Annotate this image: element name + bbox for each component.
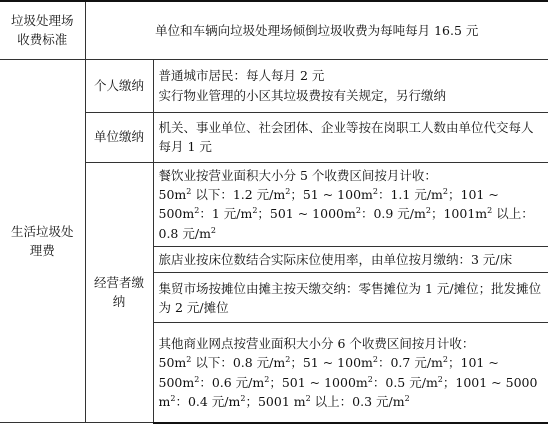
catering-rates: $50m^2$ 以下：1.2 元$/m^2$；51 ~ $100m^2$：1.1 元$/m^2$；101 ~ $500m^2$：1 元$/m^2$；501 ~ $1000m^2$：0.9 元$/m^2$；$1001m^2$ 以上：0.8 元$/m^2$ <box>158 186 534 241</box>
personal-row <box>0 59 548 112</box>
header-value: 单位和车辆向垃圾处理场倾倒垃圾收费为每吨每月 16.5 元 <box>85 1 548 59</box>
catering-detail <box>153 162 548 247</box>
hotel-detail: 旅店业按床位数结合实际床位使用率，由单位按月缴纳：3 元/床 <box>153 247 548 273</box>
category-label: 生活垃圾处理费 <box>0 59 85 423</box>
personal-label: 个人缴纳 <box>85 59 153 112</box>
personal-line-1: 普通城市居民：每人每月 2 元 <box>158 68 325 84</box>
business-label: 经营者缴纳 <box>85 162 153 423</box>
header-label: 垃圾处理场收费标准 <box>0 1 85 59</box>
other-intro: 其他商业网点按营业面积大小分 6 个收费区间按月计收： <box>158 335 475 351</box>
header-row <box>0 1 548 59</box>
other-detail <box>153 323 548 423</box>
personal-detail <box>153 59 548 112</box>
personal-line-2: 实行物业管理的小区其垃圾费按有关规定，另行缴纳 <box>158 87 447 103</box>
unit-label: 单位缴纳 <box>85 112 153 162</box>
other-rates: $50m^2$ 以下：0.8 元$/m^2$；51 ~ $100m^2$：0.7 元$/m^2$；101 ~ $500m^2$：0.6 元$/m^2$；501 ~ $1000m^2$：0.5 元$/m^2$；1001 ~ 5000 $m^2$：0.4 元$/m^2$；5001 $m^2$ 以上：0.3 元$/m^2$ <box>158 355 538 409</box>
unit-detail: 机关、事业单位、社会团体、企业等按在岗职工人数由单位代交每人每月 1 元 <box>153 112 548 162</box>
market-detail: 集贸市场按摊位由摊主按天缴交纳：零售摊位为 1 元/摊位；批发摊位为 2 元/摊位 <box>153 273 548 323</box>
catering-intro: 餐饮业按营业面积大小分 5 个收费区间按月计收： <box>158 167 437 183</box>
